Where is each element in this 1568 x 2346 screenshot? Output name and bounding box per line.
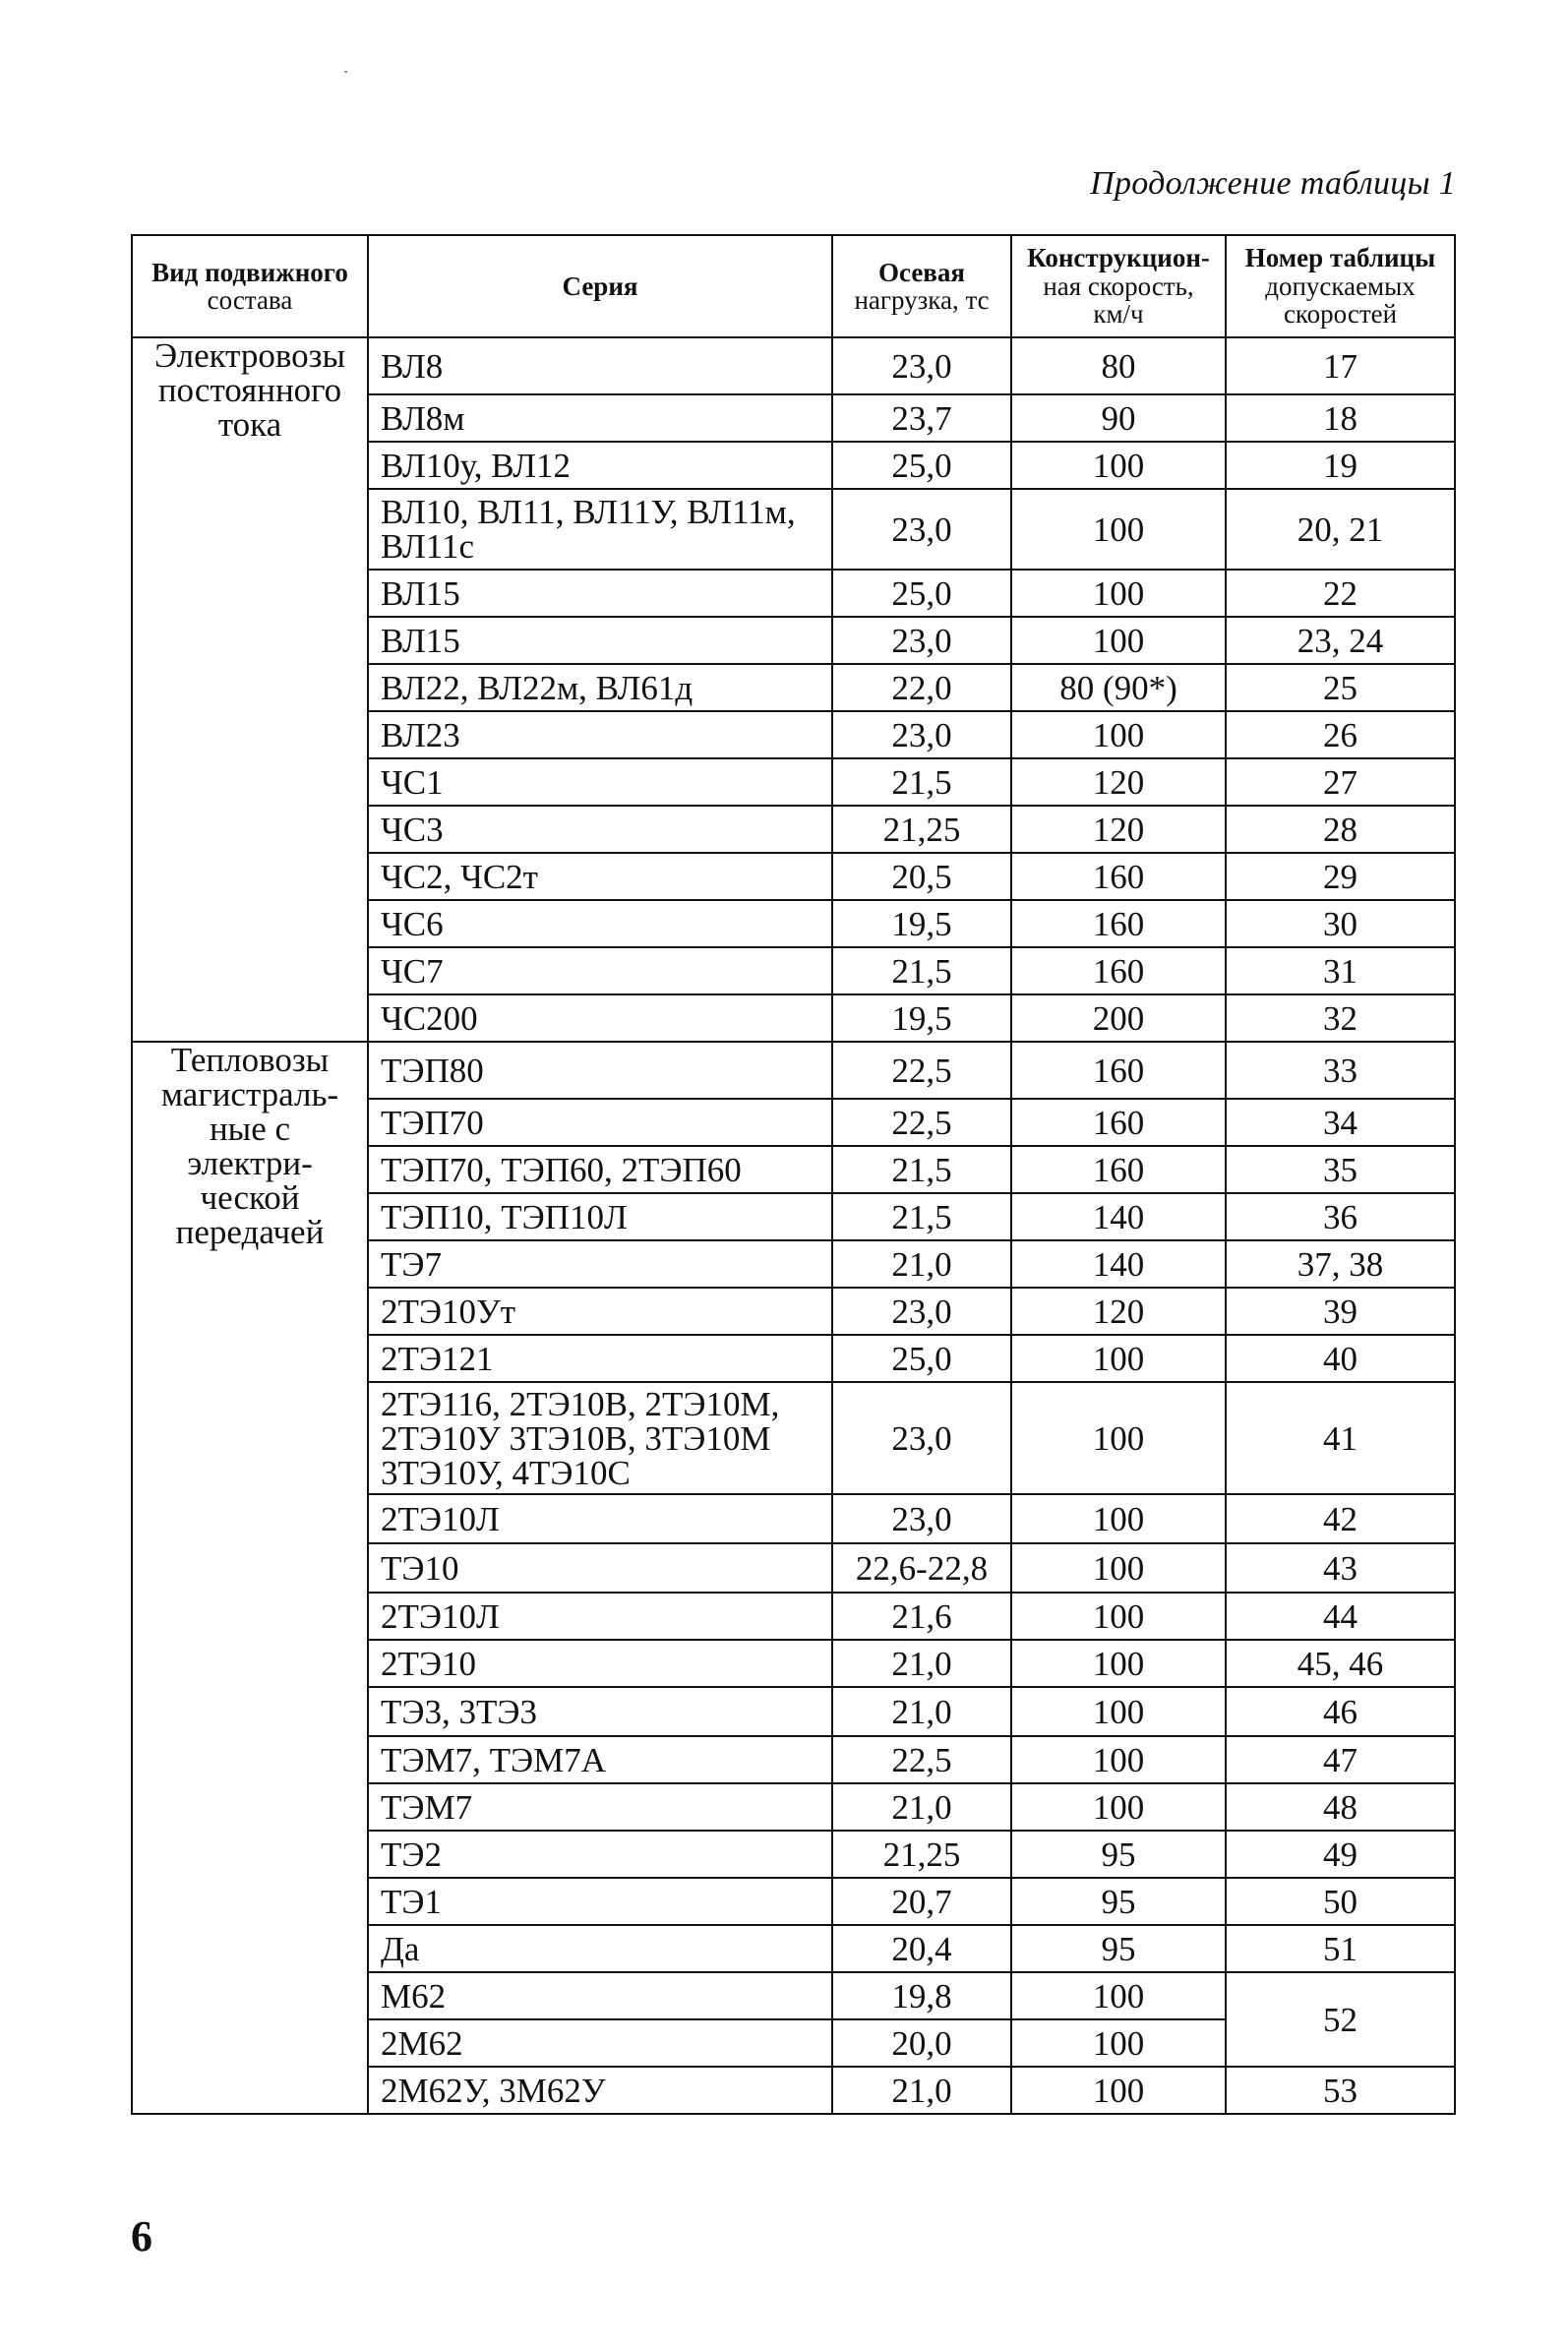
design-speed-cell: 120 (1011, 806, 1226, 853)
series-cell-line: ВЛ23 (381, 715, 460, 754)
design-speed-cell: 95 (1011, 1831, 1226, 1878)
series-cell (368, 994, 832, 1042)
series-cell-line: ВЛ8 (381, 346, 444, 386)
axle-load-cell: 19,5 (832, 994, 1011, 1042)
series-cell-line: ВЛ22, ВЛ22м, ВЛ61д (381, 668, 694, 707)
series-cell (368, 2019, 832, 2067)
series-cell (368, 711, 832, 758)
axle-load-cell: 22,5 (832, 1042, 1011, 1099)
series-cell-line: ВЛ15 (381, 621, 460, 660)
table-number-cell: 23, 24 (1226, 617, 1455, 664)
series-cell (368, 1878, 832, 1925)
series-cell (368, 1736, 832, 1783)
series-cell-line: ЧС200 (381, 998, 478, 1038)
series-cell-line: 2ТЭ10 (381, 1644, 476, 1683)
rolling-stock-type-cell-line: передачей (175, 1213, 325, 1251)
table-number-cell: 17 (1226, 337, 1455, 394)
axle-load-cell: 21,6 (832, 1593, 1011, 1640)
series-cell-line: Да (381, 1929, 420, 1968)
series-cell (368, 1288, 832, 1335)
table-caption: Продолжение таблицы 1 (1090, 165, 1456, 202)
series-cell-line: ТЭМ7 (381, 1787, 473, 1827)
series-cell (368, 1146, 832, 1193)
series-cell (368, 442, 832, 489)
table-number-cell: 48 (1226, 1783, 1455, 1831)
design-speed-cell: 100 (1011, 2067, 1226, 2114)
series-cell (368, 489, 832, 570)
series-cell-line: ВЛ10у, ВЛ12 (381, 446, 571, 485)
series-cell-line: ЧС1 (381, 762, 444, 802)
table-number-cell: 25 (1226, 664, 1455, 711)
design-speed-cell: 160 (1011, 853, 1226, 900)
series-cell (368, 1335, 832, 1382)
table-number-cell: 51 (1226, 1925, 1455, 1972)
design-speed-cell: 160 (1011, 1099, 1226, 1146)
series-cell (368, 1972, 832, 2019)
design-speed-cell: 160 (1011, 1042, 1226, 1099)
rolling-stock-type-cell-line: тока (217, 405, 282, 444)
table-body (132, 337, 1455, 2114)
design-speed-cell: 80 (90*) (1011, 664, 1226, 711)
design-speed-cell: 100 (1011, 1543, 1226, 1593)
axle-load-cell: 23,0 (832, 489, 1011, 570)
rolling-stock-type-cell-line: Электровозы (153, 336, 346, 375)
table-number-cell: 29 (1226, 853, 1455, 900)
design-speed-cell: 100 (1011, 617, 1226, 664)
table-number-cell: 50 (1226, 1878, 1455, 1925)
table-number-cell: 43 (1226, 1543, 1455, 1593)
series-cell-line: 2ТЭ10Л (381, 1596, 500, 1636)
axle-load-cell: 25,0 (832, 570, 1011, 617)
table-number-cell: 30 (1226, 900, 1455, 947)
table-number-cell: 44 (1226, 1593, 1455, 1640)
series-cell-line: 2ТЭ121 (381, 1339, 494, 1378)
design-speed-cell: 120 (1011, 758, 1226, 806)
table-number-cell: 52 (1226, 1972, 1455, 2067)
axle-load-cell: 21,0 (832, 2067, 1011, 2114)
design-speed-cell: 100 (1011, 1736, 1226, 1783)
series-cell (368, 1925, 832, 1972)
design-speed-cell: 100 (1011, 442, 1226, 489)
series-cell-line: ТЭ7 (381, 1244, 442, 1284)
series-cell-line: 2ТЭ116, 2ТЭ10В, 2ТЭ10М, (381, 1384, 780, 1423)
design-speed-cell: 90 (1011, 394, 1226, 442)
axle-load-cell: 23,7 (832, 394, 1011, 442)
series-cell-line: ТЭП70, ТЭП60, 2ТЭП60 (381, 1150, 742, 1189)
design-speed-cell: 100 (1011, 1382, 1226, 1494)
table-number-cell: 22 (1226, 570, 1455, 617)
axle-load-cell: 21,25 (832, 1831, 1011, 1878)
table-number-cell: 36 (1226, 1193, 1455, 1240)
axle-load-cell: 23,0 (832, 1494, 1011, 1543)
table-number-cell: 32 (1226, 994, 1455, 1042)
axle-load-cell: 23,0 (832, 617, 1011, 664)
design-speed-cell: 100 (1011, 1335, 1226, 1382)
table-number-cell: 35 (1226, 1146, 1455, 1193)
table-number-cell: 42 (1226, 1494, 1455, 1543)
series-cell-line: ЧС6 (381, 904, 444, 943)
series-cell-line: ВЛ11с (381, 527, 474, 566)
series-cell-line: ЧС2, ЧС2т (381, 857, 538, 896)
series-cell-line: ВЛ10, ВЛ11, ВЛ11У, ВЛ11м, (381, 493, 796, 531)
axle-load-cell: 19,5 (832, 900, 1011, 947)
table-number-cell: 27 (1226, 758, 1455, 806)
design-speed-cell: 160 (1011, 1146, 1226, 1193)
series-cell (368, 1494, 832, 1543)
design-speed-cell: 100 (1011, 489, 1226, 570)
axle-load-cell: 20,7 (832, 1878, 1011, 1925)
rolling-stock-type-cell-line: электри- (187, 1144, 313, 1182)
axle-load-cell: 19,8 (832, 1972, 1011, 2019)
rolling-stock-type-cell-line: Тепловозы (170, 1041, 330, 1079)
scan-speck (344, 71, 347, 73)
axle-load-cell: 21,5 (832, 758, 1011, 806)
series-cell (368, 758, 832, 806)
series-cell (368, 1240, 832, 1288)
series-cell-line: 2ТЭ10Ут (381, 1292, 516, 1331)
table-number-cell: 47 (1226, 1736, 1455, 1783)
axle-load-cell: 23,0 (832, 1382, 1011, 1494)
series-cell (368, 806, 832, 853)
table-number-cell: 33 (1226, 1042, 1455, 1099)
header-series: Серия (368, 235, 832, 337)
header-rolling-stock-type: Вид подвижного состава (132, 235, 368, 337)
table-number-cell: 26 (1226, 711, 1455, 758)
series-cell (368, 1783, 832, 1831)
design-speed-cell: 100 (1011, 570, 1226, 617)
design-speed-cell: 100 (1011, 1494, 1226, 1543)
table-number-cell: 40 (1226, 1335, 1455, 1382)
series-cell-line: ВЛ15 (381, 573, 460, 613)
table-number-cell: 28 (1226, 806, 1455, 853)
axle-load-cell: 20,0 (832, 2019, 1011, 2067)
series-cell-line: ТЭ3, 3ТЭ3 (381, 1692, 537, 1731)
axle-load-cell: 22,0 (832, 664, 1011, 711)
design-speed-cell: 95 (1011, 1878, 1226, 1925)
table-number-cell: 49 (1226, 1831, 1455, 1878)
speed-table (131, 234, 1456, 2115)
design-speed-cell: 100 (1011, 1640, 1226, 1687)
design-speed-cell: 160 (1011, 900, 1226, 947)
axle-load-cell: 21,0 (832, 1687, 1011, 1736)
series-cell (368, 1687, 832, 1736)
header-axle-load: Осевая нагрузка, тс (832, 235, 1011, 337)
series-cell (368, 570, 832, 617)
series-cell-line: ЧС3 (381, 810, 444, 849)
axle-load-cell: 21,25 (832, 806, 1011, 853)
rolling-stock-type-cell-line: ческой (200, 1178, 300, 1217)
header-table-number: Номер таблицы допускаемых скоростей (1226, 235, 1455, 337)
table-number-cell: 45, 46 (1226, 1640, 1455, 1687)
table-number-cell: 18 (1226, 394, 1455, 442)
series-cell (368, 853, 832, 900)
series-cell (368, 947, 832, 994)
axle-load-cell: 23,0 (832, 337, 1011, 394)
axle-load-cell: 21,0 (832, 1640, 1011, 1687)
table-number-cell: 53 (1226, 2067, 1455, 2114)
axle-load-cell: 21,5 (832, 1146, 1011, 1193)
header-design-speed: Конструкцион- ная скорость, км/ч (1011, 235, 1226, 337)
series-cell (368, 1042, 832, 1099)
series-cell-line: ЧС7 (381, 951, 444, 991)
design-speed-cell: 100 (1011, 1972, 1226, 2019)
design-speed-cell: 140 (1011, 1240, 1226, 1288)
rolling-stock-type-cell-line: магистраль- (160, 1075, 339, 1113)
design-speed-cell: 100 (1011, 2019, 1226, 2067)
series-cell-line: 2М62 (381, 2023, 463, 2063)
table-number-cell: 37, 38 (1226, 1240, 1455, 1288)
series-cell-line: ТЭМ7, ТЭМ7А (381, 1740, 606, 1779)
axle-load-cell: 25,0 (832, 442, 1011, 489)
series-cell-line: ТЭ2 (381, 1835, 442, 1874)
table-row (132, 1042, 1455, 1099)
series-cell-line: М62 (381, 1976, 447, 2015)
axle-load-cell: 21,5 (832, 947, 1011, 994)
design-speed-cell: 160 (1011, 947, 1226, 994)
series-cell (368, 394, 832, 442)
axle-load-cell: 23,0 (832, 1288, 1011, 1335)
series-cell (368, 1831, 832, 1878)
series-cell (368, 1382, 832, 1494)
series-cell-line: 2ТЭ10У 3ТЭ10В, 3ТЭ10М (381, 1418, 771, 1458)
table-header (132, 235, 1455, 337)
table-number-cell: 31 (1226, 947, 1455, 994)
rolling-stock-type-cell (132, 1042, 368, 2114)
design-speed-cell: 100 (1011, 1687, 1226, 1736)
table-number-cell: 41 (1226, 1382, 1455, 1494)
axle-load-cell: 22,6-22,8 (832, 1543, 1011, 1593)
series-cell-line: ВЛ8м (381, 398, 465, 438)
series-cell (368, 1193, 832, 1240)
axle-load-cell: 22,5 (832, 1099, 1011, 1146)
axle-load-cell: 21,5 (832, 1193, 1011, 1240)
design-speed-cell: 100 (1011, 1783, 1226, 1831)
axle-load-cell: 25,0 (832, 1335, 1011, 1382)
series-cell (368, 617, 832, 664)
table-number-cell: 39 (1226, 1288, 1455, 1335)
series-cell-line: ТЭ1 (381, 1882, 442, 1921)
series-cell (368, 1593, 832, 1640)
axle-load-cell: 21,0 (832, 1783, 1011, 1831)
series-cell (368, 2067, 832, 2114)
table-number-cell: 34 (1226, 1099, 1455, 1146)
design-speed-cell: 140 (1011, 1193, 1226, 1240)
series-cell-line: 2ТЭ10Л (381, 1499, 500, 1538)
series-cell (368, 1543, 832, 1593)
design-speed-cell: 200 (1011, 994, 1226, 1042)
design-speed-cell: 80 (1011, 337, 1226, 394)
design-speed-cell: 100 (1011, 711, 1226, 758)
table-number-cell: 20, 21 (1226, 489, 1455, 570)
table-number-cell: 46 (1226, 1687, 1455, 1736)
series-cell (368, 337, 832, 394)
series-cell (368, 664, 832, 711)
rolling-stock-type-cell (132, 337, 368, 1042)
axle-load-cell: 20,5 (832, 853, 1011, 900)
series-cell-line: ТЭ10 (381, 1548, 459, 1588)
table-number-cell: 19 (1226, 442, 1455, 489)
rolling-stock-type-cell-line: ные с (209, 1110, 291, 1148)
axle-load-cell: 21,0 (832, 1240, 1011, 1288)
design-speed-cell: 100 (1011, 1593, 1226, 1640)
series-cell-line: 2М62У, 3М62У (381, 2071, 606, 2110)
rolling-stock-type-cell-line: постоянного (157, 371, 342, 409)
series-cell-line: ТЭП10, ТЭП10Л (381, 1197, 628, 1236)
series-cell-line: 3ТЭ10У, 4ТЭ10С (381, 1453, 631, 1492)
table-row (132, 337, 1455, 394)
series-cell-line: ТЭП70 (381, 1103, 484, 1142)
series-cell (368, 1640, 832, 1687)
series-cell (368, 900, 832, 947)
series-cell (368, 1099, 832, 1146)
series-cell-line: ТЭП80 (381, 1051, 484, 1090)
axle-load-cell: 22,5 (832, 1736, 1011, 1783)
design-speed-cell: 120 (1011, 1288, 1226, 1335)
page-number: 6 (131, 2212, 152, 2260)
design-speed-cell: 95 (1011, 1925, 1226, 1972)
axle-load-cell: 23,0 (832, 711, 1011, 758)
axle-load-cell: 20,4 (832, 1925, 1011, 1972)
